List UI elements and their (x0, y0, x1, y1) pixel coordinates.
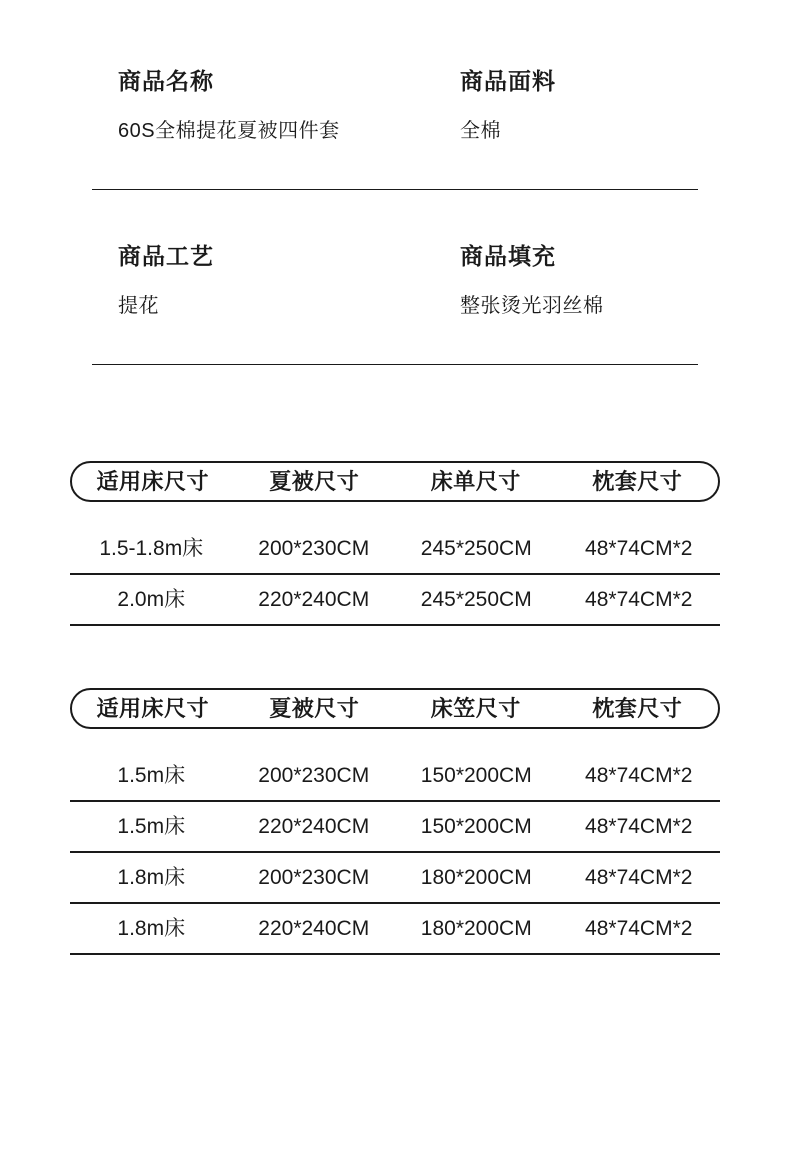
table-cell: 150*200CM (420, 815, 532, 838)
table-row (70, 524, 720, 575)
filling-label: 商品填充 (460, 243, 556, 269)
table-cell: 220*240CM (258, 588, 370, 611)
fabric-value: 全棉 (460, 120, 501, 142)
table-cell: 1.5-1.8m床 (99, 537, 204, 560)
header-fitted-sheet-size: 床笠尺寸 (430, 695, 521, 721)
table-cell: 1.8m床 (117, 917, 186, 940)
table-cell: 245*250CM (420, 537, 532, 560)
table-cell: 200*230CM (258, 866, 370, 889)
table-header-pill (70, 461, 720, 502)
header-bed-size: 适用床尺寸 (96, 468, 209, 494)
table-cell: 180*200CM (420, 866, 532, 889)
info-row-2 (0, 245, 790, 316)
size-table-flat-sheet (70, 461, 720, 626)
header-sheet-size: 床单尺寸 (430, 468, 521, 494)
size-table-fitted-sheet (70, 688, 720, 955)
product-info-section (0, 0, 790, 365)
table-cell: 1.5m床 (117, 764, 186, 787)
info-block-fabric (460, 70, 750, 141)
table-cell: 1.8m床 (117, 866, 186, 889)
table-cell: 48*74CM*2 (585, 917, 693, 940)
filling-value: 整张烫光羽丝棉 (460, 295, 604, 317)
table-cell: 48*74CM*2 (585, 764, 693, 787)
table-cell: 150*200CM (420, 764, 532, 787)
table-row (70, 575, 720, 626)
table-cell: 200*230CM (258, 764, 370, 787)
table-cell: 245*250CM (420, 588, 532, 611)
fabric-label: 商品面料 (460, 68, 556, 94)
craft-label: 商品工艺 (118, 243, 214, 269)
table-cell: 220*240CM (258, 815, 370, 838)
table-row (70, 853, 720, 904)
table-header-pill (70, 688, 720, 729)
table-cell: 48*74CM*2 (585, 537, 693, 560)
table-cell: 180*200CM (420, 917, 532, 940)
table-cell: 2.0m床 (117, 588, 186, 611)
header-pillowcase-size: 枕套尺寸 (592, 468, 683, 494)
table-cell: 200*230CM (258, 537, 370, 560)
craft-value: 提花 (118, 295, 159, 317)
table-row (70, 751, 720, 802)
info-block-filling (460, 245, 750, 316)
table-row (70, 904, 720, 955)
table-cell: 48*74CM*2 (585, 588, 693, 611)
info-block-craft (118, 245, 460, 316)
info-block-product-name (118, 70, 460, 141)
table-cell: 48*74CM*2 (585, 866, 693, 889)
header-quilt-size: 夏被尺寸 (269, 695, 360, 721)
product-name-label: 商品名称 (118, 68, 214, 94)
info-row-1 (0, 70, 790, 141)
header-quilt-size: 夏被尺寸 (269, 468, 360, 494)
table-body (70, 751, 720, 955)
header-bed-size: 适用床尺寸 (96, 695, 209, 721)
section-divider (92, 364, 698, 365)
table-body (70, 524, 720, 626)
table-cell: 48*74CM*2 (585, 815, 693, 838)
section-divider (92, 189, 698, 190)
product-name-value: 60S全棉提花夏被四件套 (118, 120, 340, 142)
header-pillowcase-size: 枕套尺寸 (592, 695, 683, 721)
table-cell: 220*240CM (258, 917, 370, 940)
table-cell: 1.5m床 (117, 815, 186, 838)
table-row (70, 802, 720, 853)
